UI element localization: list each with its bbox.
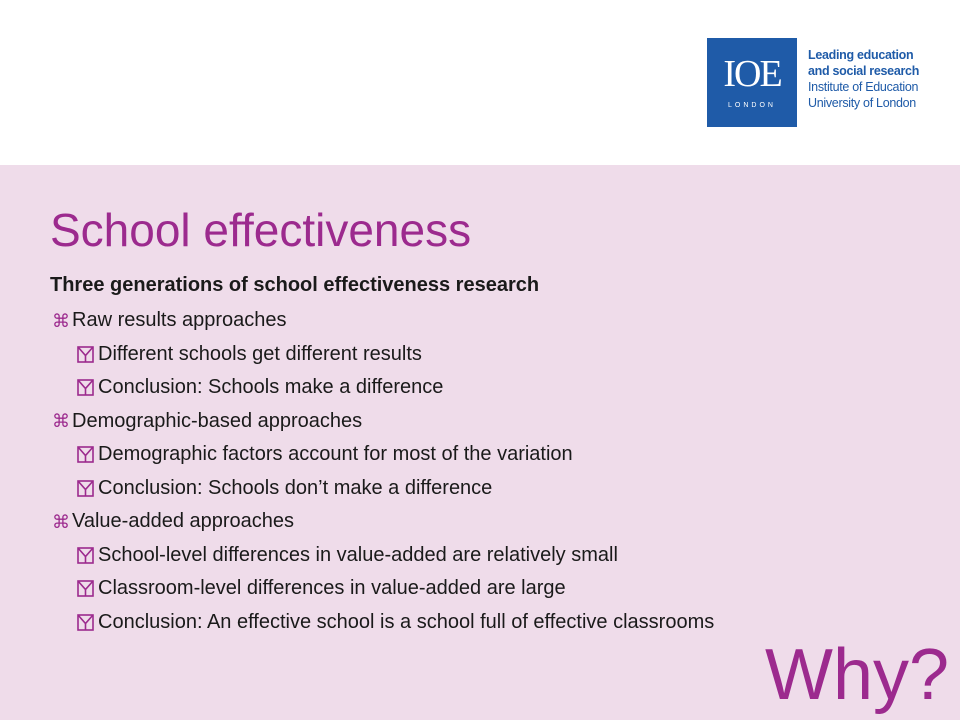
sub-bullet-item <box>50 472 714 506</box>
bullet-item <box>50 505 714 539</box>
sub-bullet-item <box>50 338 714 372</box>
sub-bullet-item <box>50 438 714 472</box>
logo-line-1: Leading education <box>808 48 914 62</box>
slide-header <box>0 0 960 165</box>
checkbox-square-icon <box>77 614 94 631</box>
bullet-text: Conclusion: An effective school is a school full of effective classrooms <box>98 610 715 633</box>
ioe-logo <box>707 38 797 127</box>
looped-square-icon: ⌘ <box>52 511 70 532</box>
checkbox-square-icon <box>77 480 94 497</box>
logo-line-3: Institute of Education <box>808 80 919 94</box>
logo-line-2: and social research <box>808 64 920 78</box>
logo-mark: IOE <box>723 53 781 95</box>
looped-square-icon: ⌘ <box>52 310 70 331</box>
why-text: Why? <box>765 635 950 715</box>
sub-bullet-item <box>50 371 714 405</box>
checkbox-square-icon <box>77 580 94 597</box>
bullet-text: Different schools get different results <box>98 342 422 365</box>
sub-bullet-item <box>50 606 714 640</box>
slide-title: School effectiveness <box>50 204 472 256</box>
bullet-text: School-level differences in value-added are relatively small <box>98 543 618 566</box>
bullet-text: Demographic-based approaches <box>72 409 363 432</box>
bullet-item <box>50 405 714 439</box>
checkbox-square-icon <box>77 446 94 463</box>
slide-content <box>0 165 960 720</box>
logo-sub: LONDON <box>728 102 776 109</box>
bullet-item <box>50 304 714 338</box>
checkbox-square-icon <box>77 346 94 363</box>
sub-bullet-item <box>50 539 714 573</box>
looped-square-icon: ⌘ <box>52 411 70 432</box>
logo-text <box>808 47 958 111</box>
bullet-list <box>50 304 714 639</box>
bullet-text: Value-added approaches <box>72 510 295 533</box>
sub-bullet-item <box>50 572 714 606</box>
bullet-text: Classroom-level differences in value-added are large <box>98 577 566 600</box>
bullet-text: Raw results approaches <box>72 309 287 332</box>
logo-line-4: University of London <box>808 96 916 110</box>
checkbox-square-icon <box>77 379 94 396</box>
bullet-text: Conclusion: Schools don’t make a difference <box>98 476 493 499</box>
bullet-text: Conclusion: Schools make a difference <box>98 376 444 399</box>
checkbox-square-icon <box>77 547 94 564</box>
slide-subtitle: Three generations of school effectiveness research <box>50 274 540 296</box>
bullet-text: Demographic factors account for most of the variation <box>98 443 573 466</box>
